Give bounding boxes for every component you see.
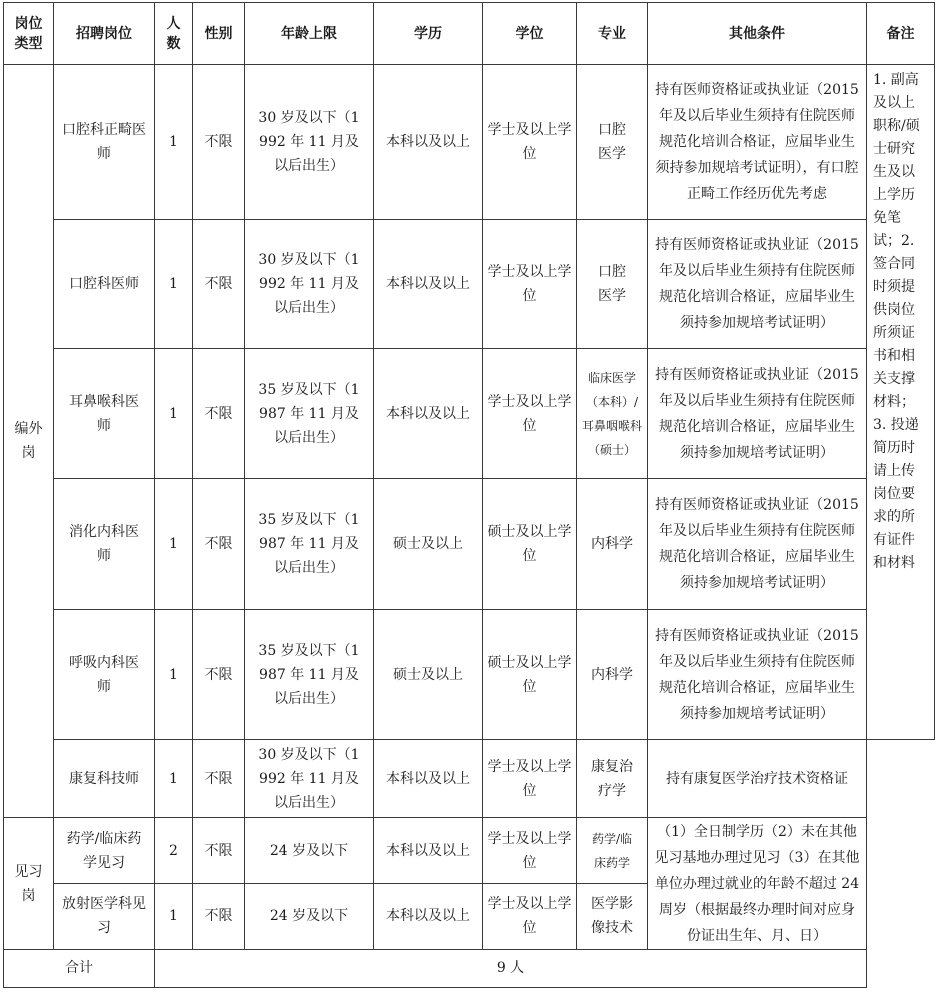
header-row <box>4 3 935 65</box>
cell-gender: 不限 <box>193 349 245 479</box>
header-education: 学历 <box>374 3 483 65</box>
cell-education: 硕士及以上 <box>374 479 483 609</box>
cell-education: 本科以及以上 <box>374 65 483 219</box>
cell-post: 呼吸内科医师 <box>54 609 155 739</box>
header-gender: 性别 <box>193 3 245 65</box>
cell-major: 口腔医学 <box>577 219 648 348</box>
cell-major: 口腔医学 <box>577 65 648 219</box>
cell-gender: 不限 <box>193 65 245 219</box>
cell-count: 1 <box>155 219 193 348</box>
total-value: 9 人 <box>155 949 867 987</box>
cell-count: 1 <box>155 65 193 219</box>
header-type: 岗位类型 <box>4 3 54 65</box>
cell-degree: 学士及以上学位 <box>483 884 577 950</box>
table-row <box>4 479 935 609</box>
cell-other: 持有医师资格证或执业证（2015 年及以后毕业生须持有住院医师规范化培训合格证，应届毕业生须持参加规培考试证明） <box>648 219 867 348</box>
notes-empty <box>867 740 935 988</box>
header-major: 专业 <box>577 3 648 65</box>
cell-education: 硕士及以上 <box>374 609 483 739</box>
cell-post: 放射医学科见习 <box>54 884 155 950</box>
notes-cell: 1. 副高及以上职称/硕士研究生及以上学历免笔试；2. 签合同时须提供岗位所须证书和相关支撑材料；3. 投递简历时请上传岗位要求的所有证件和材料 <box>867 65 935 740</box>
header-degree: 学位 <box>483 3 577 65</box>
cell-count: 1 <box>155 884 193 950</box>
header-post: 招聘岗位 <box>54 3 155 65</box>
cell-gender: 不限 <box>193 818 245 884</box>
cell-education: 本科以及以上 <box>374 740 483 818</box>
cell-other: 持有康复医学治疗技术资格证 <box>648 740 867 818</box>
cell-major: 内科学 <box>577 609 648 739</box>
cell-degree: 硕士及以上学位 <box>483 479 577 609</box>
cell-degree: 学士及以上学位 <box>483 219 577 348</box>
header-age: 年龄上限 <box>245 3 374 65</box>
cell-degree: 学士及以上学位 <box>483 349 577 479</box>
cell-age: 30 岁及以下（1992 年 11 月及以后出生） <box>245 740 374 818</box>
cell-age: 30 岁及以下（1992 年 11 月及以后出生） <box>245 65 374 219</box>
cell-age: 24 岁及以下 <box>245 884 374 950</box>
cell-gender: 不限 <box>193 219 245 348</box>
cell-major: 康复治疗学 <box>577 740 648 818</box>
cell-other: 持有医师资格证或执业证（2015 年及以后毕业生须持有住院医师规范化培训合格证，应届毕业生须持参加规培考试证明） <box>648 479 867 609</box>
cell-age: 35 岁及以下（1987 年 11 月及以后出生） <box>245 479 374 609</box>
cell-count: 2 <box>155 818 193 884</box>
cell-post: 耳鼻喉科医师 <box>54 349 155 479</box>
cell-education: 本科以及以上 <box>374 818 483 884</box>
cell-other: （1）全日制学历（2）未在其他见习基地办理过见习（3）在其他单位办理过就业的年龄不超过 24 周岁（根据最终办理时间对应身份证出生年、月、日） <box>648 818 867 949</box>
cell-post: 口腔科正畸医师 <box>54 65 155 219</box>
cell-post: 口腔科医师 <box>54 219 155 348</box>
header-count: 人数 <box>155 3 193 65</box>
table-row <box>4 609 935 739</box>
cell-major: 医学影像技术 <box>577 884 648 950</box>
cell-other: 持有医师资格证或执业证（2015 年及以后毕业生须持有住院医师规范化培训合格证，应届毕业生须持参加规培考试证明） <box>648 609 867 739</box>
cell-education: 本科以及以上 <box>374 349 483 479</box>
cell-post: 药学/临床药学见习 <box>54 818 155 884</box>
cell-count: 1 <box>155 740 193 818</box>
cell-gender: 不限 <box>193 609 245 739</box>
total-label: 合计 <box>4 949 155 987</box>
cell-age: 30 岁及以下（1992 年 11 月及以后出生） <box>245 219 374 348</box>
cell-major: 临床医学（本科）/耳鼻咽喉科（硕士） <box>577 349 648 479</box>
cell-age: 35 岁及以下（1987 年 11 月及以后出生） <box>245 609 374 739</box>
cell-count: 1 <box>155 609 193 739</box>
total-row <box>4 949 935 987</box>
cell-count: 1 <box>155 349 193 479</box>
cell-education: 本科以及以上 <box>374 219 483 348</box>
table-row <box>4 219 935 348</box>
table-row <box>4 349 935 479</box>
cell-other: 持有医师资格证或执业证（2015 年及以后毕业生须持有住院医师规范化培训合格证，应届毕业生须持参加规培考试证明），有口腔正畸工作经历优先考虑 <box>648 65 867 219</box>
cell-gender: 不限 <box>193 479 245 609</box>
table-row <box>4 65 935 219</box>
recruitment-table <box>3 2 935 988</box>
cell-major: 药学/临床药学 <box>577 818 648 884</box>
cell-gender: 不限 <box>193 740 245 818</box>
cell-degree: 硕士及以上学位 <box>483 609 577 739</box>
cell-gender: 不限 <box>193 884 245 950</box>
cell-degree: 学士及以上学位 <box>483 65 577 219</box>
cell-age: 24 岁及以下 <box>245 818 374 884</box>
cell-other: 持有医师资格证或执业证（2015 年及以后毕业生须持有住院医师规范化培训合格证，应届毕业生须持参加规培考试证明） <box>648 349 867 479</box>
cell-count: 1 <box>155 479 193 609</box>
cell-education: 本科以及以上 <box>374 884 483 950</box>
cell-degree: 学士及以上学位 <box>483 740 577 818</box>
header-notes: 备注 <box>867 3 935 65</box>
header-other: 其他条件 <box>648 3 867 65</box>
group-bianwai: 编外岗 <box>4 65 54 818</box>
cell-post: 康复科技师 <box>54 740 155 818</box>
cell-major: 内科学 <box>577 479 648 609</box>
table-row <box>4 818 935 884</box>
cell-degree: 学士及以上学位 <box>483 818 577 884</box>
group-jianxi: 见习岗 <box>4 818 54 949</box>
cell-post: 消化内科医师 <box>54 479 155 609</box>
cell-age: 35 岁及以下（1987 年 11 月及以后出生） <box>245 349 374 479</box>
table-row <box>4 740 935 818</box>
